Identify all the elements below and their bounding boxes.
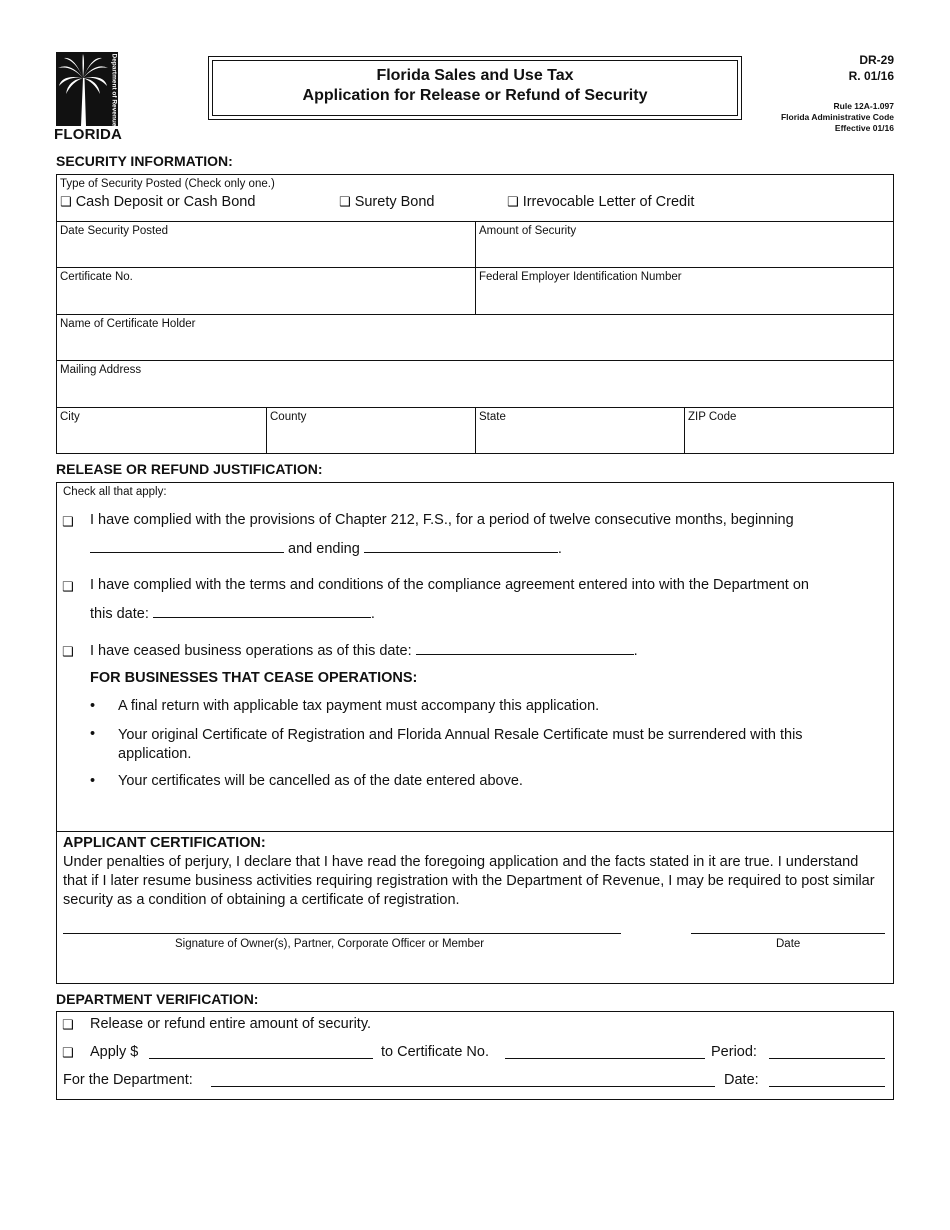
- palm-tree-icon: [56, 52, 110, 126]
- justification-heading: RELEASE OR REFUND JUSTIFICATION:: [56, 461, 323, 477]
- security-type-label: Type of Security Posted (Check only one.): [60, 178, 275, 190]
- to-certificate-label: to Certificate No.: [381, 1044, 489, 1060]
- period-blank[interactable]: [769, 1046, 885, 1059]
- security-grid: [56, 174, 894, 454]
- item2-date-blank[interactable]: [153, 605, 371, 618]
- cease-heading: FOR BUSINESSES THAT CEASE OPERATIONS:: [90, 670, 418, 686]
- signature-label: Signature of Owner(s), Partner, Corporate Officer or Member: [175, 938, 485, 950]
- title-box: [208, 56, 742, 120]
- release-entire-text: Release or refund entire amount of security.: [90, 1016, 372, 1032]
- county-field[interactable]: County: [266, 408, 475, 454]
- security-heading: SECURITY INFORMATION:: [56, 153, 233, 169]
- bullet-3: Your certificates will be cancelled as of the date entered above.: [118, 773, 523, 789]
- form-subtitle: Application for Release or Refund of Security: [302, 87, 648, 104]
- form-title: Florida Sales and Use Tax: [376, 67, 574, 84]
- mailing-address-field[interactable]: Mailing Address: [60, 364, 142, 376]
- checkbox-item1[interactable]: ❑: [62, 514, 74, 529]
- apply-label: Apply $: [90, 1044, 139, 1060]
- state-field[interactable]: State: [475, 408, 684, 454]
- bullet-dot: •: [90, 726, 96, 742]
- logo-wordmark: FLORIDA: [54, 126, 123, 143]
- bullet-dot: •: [90, 698, 96, 714]
- item3-text: I have ceased business operations as of this date: .: [90, 643, 638, 659]
- option-letter-of-credit[interactable]: ❑ Irrevocable Letter of Credit: [507, 194, 695, 210]
- item1-beginning-blank[interactable]: [90, 540, 284, 553]
- apply-amount-blank[interactable]: [149, 1046, 373, 1059]
- item1-ending-blank[interactable]: [364, 540, 558, 553]
- certificate-no-field[interactable]: Certificate No.: [60, 271, 133, 283]
- signature-line[interactable]: [63, 933, 621, 934]
- zip-field[interactable]: ZIP Code: [684, 408, 893, 454]
- for-department-blank[interactable]: [211, 1074, 715, 1087]
- bullet-2: Your original Certificate of Registration and Florida Annual Resale Certificate must be surrendered with this application.: [118, 727, 803, 762]
- period-label: Period:: [711, 1044, 757, 1060]
- effective-date: Effective 01/16: [834, 123, 894, 133]
- logo-vertical-text: Department of Revenue: [110, 53, 118, 127]
- item3-date-blank[interactable]: [416, 642, 634, 655]
- rule-block: [781, 101, 894, 134]
- admin-code: Florida Administrative Code: [780, 112, 894, 122]
- signature-date-label: Date: [776, 938, 801, 950]
- date-posted-field[interactable]: Date Security Posted: [60, 225, 169, 237]
- checkbox-release-entire[interactable]: ❑: [62, 1017, 74, 1032]
- certification-text: Under penalties of perjury, I declare that I have read the foregoing application and the facts stated in it are true. I understand that if I later resume business activities requiring registration with the Department of Revenue, I may be required to post similar security as a condition of obtaining a certificate of registration.: [63, 854, 875, 908]
- checkbox-item3[interactable]: ❑: [62, 644, 74, 659]
- fein-field[interactable]: Federal Employer Identification Number: [475, 268, 893, 315]
- checkbox-icon[interactable]: ❑: [60, 194, 72, 209]
- certificate-no-blank[interactable]: [505, 1046, 705, 1059]
- rule-number: Rule 12A-1.097: [833, 101, 894, 111]
- verification-heading: DEPARTMENT VERIFICATION:: [56, 991, 259, 1007]
- department-date-label: Date:: [724, 1072, 759, 1088]
- justification-box: [56, 482, 894, 984]
- item1-dates: and ending .: [90, 540, 562, 557]
- item2-text: I have complied with the terms and conditions of the compliance agreement entered into with the Department on: [90, 577, 809, 593]
- holder-name-field[interactable]: Name of Certificate Holder: [60, 318, 196, 330]
- department-date-blank[interactable]: [769, 1074, 885, 1087]
- signature-date-line[interactable]: [691, 933, 885, 934]
- checkbox-apply[interactable]: ❑: [62, 1045, 74, 1060]
- check-all-label: Check all that apply:: [63, 486, 167, 498]
- checkbox-icon[interactable]: ❑: [339, 194, 351, 209]
- for-department-label: For the Department:: [63, 1072, 193, 1088]
- bullet-1: A final return with applicable tax payment must accompany this application.: [118, 698, 600, 714]
- city-field[interactable]: City: [60, 411, 80, 423]
- checkbox-icon[interactable]: ❑: [507, 194, 519, 209]
- verification-box: [56, 1011, 894, 1100]
- item2-date: this date: .: [90, 606, 375, 622]
- form-revision: R. 01/16: [848, 69, 894, 83]
- option-cash-deposit[interactable]: ❑ Cash Deposit or Cash Bond: [60, 194, 256, 210]
- item1-text: I have complied with the provisions of Chapter 212, F.S., for a period of twelve consecutive months, beginning: [90, 512, 794, 528]
- option-surety-bond[interactable]: ❑ Surety Bond: [339, 194, 435, 210]
- amount-field[interactable]: Amount of Security: [475, 222, 893, 268]
- form-number-block: [849, 52, 894, 84]
- bullet-dot: •: [90, 773, 96, 789]
- form-number: DR-29: [859, 53, 894, 67]
- certification-heading: APPLICANT CERTIFICATION:: [63, 835, 266, 851]
- checkbox-item2[interactable]: ❑: [62, 579, 74, 594]
- certification-divider: [57, 831, 893, 832]
